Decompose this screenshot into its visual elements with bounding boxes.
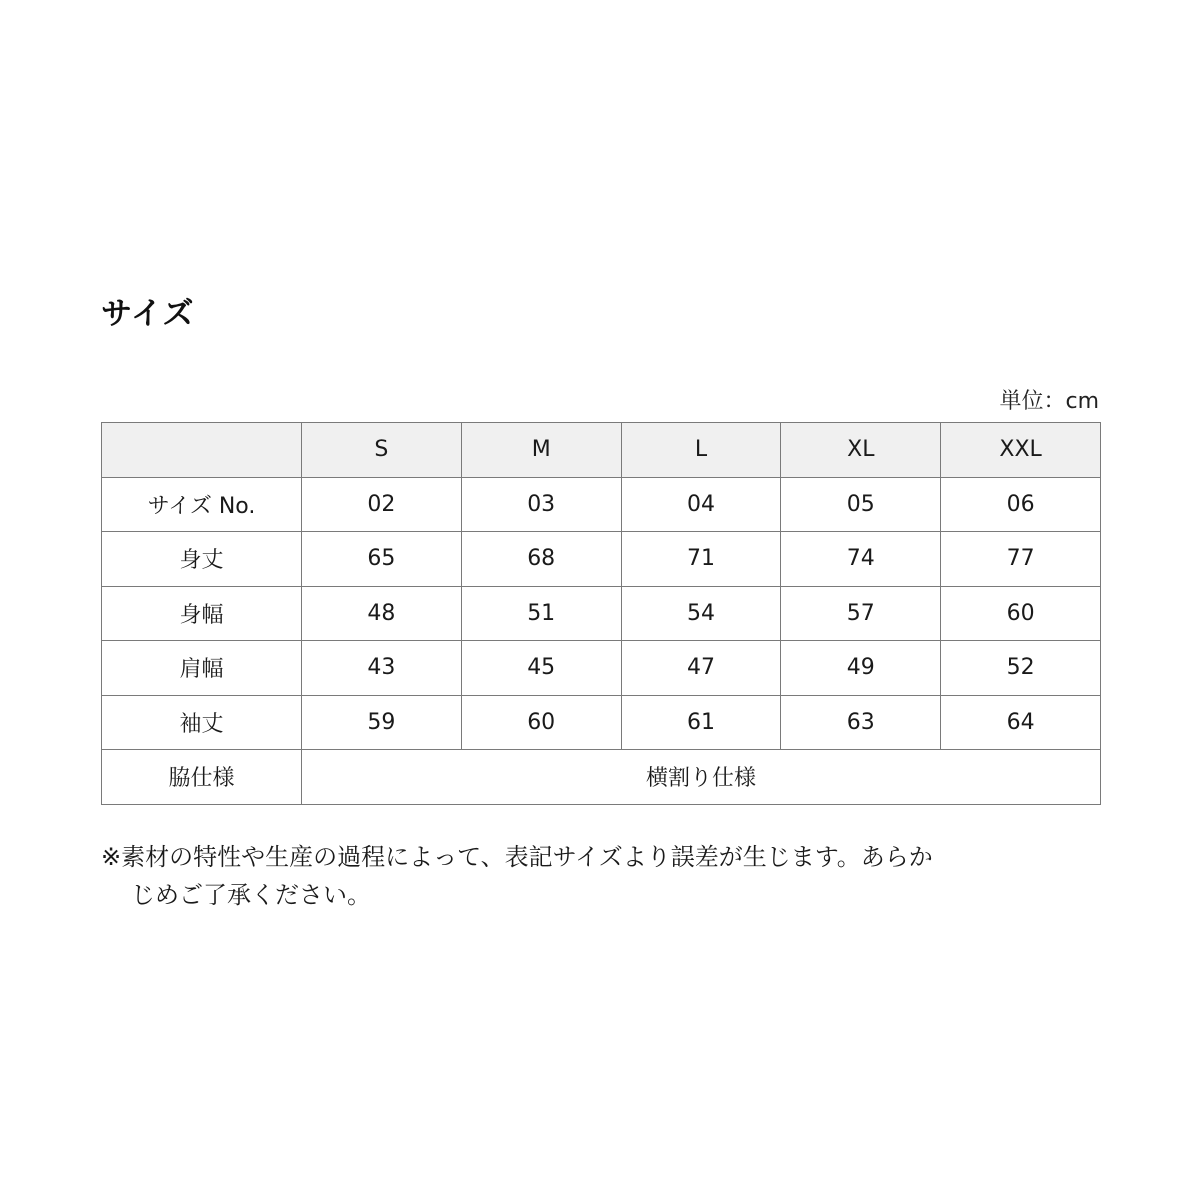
table-cell: 68 bbox=[461, 532, 621, 587]
table-cell: 60 bbox=[461, 695, 621, 750]
table-cell: 77 bbox=[941, 532, 1101, 587]
header-cell-corner bbox=[102, 423, 302, 478]
table-cell: 02 bbox=[302, 477, 462, 532]
table-cell: 05 bbox=[781, 477, 941, 532]
row-label: 身幅 bbox=[102, 586, 302, 641]
table-cell: 74 bbox=[781, 532, 941, 587]
table-row-spec bbox=[102, 750, 1101, 805]
table-row bbox=[102, 641, 1101, 696]
table-cell: 54 bbox=[621, 586, 781, 641]
table-row bbox=[102, 586, 1101, 641]
table-header-row bbox=[102, 423, 1101, 478]
table-cell: 61 bbox=[621, 695, 781, 750]
table-cell: 03 bbox=[461, 477, 621, 532]
unit-label: 単位：cm bbox=[999, 389, 1099, 414]
header-cell-l: L bbox=[621, 423, 781, 478]
table-row bbox=[102, 695, 1101, 750]
table-cell: 65 bbox=[302, 532, 462, 587]
table-cell: 06 bbox=[941, 477, 1101, 532]
table-cell: 52 bbox=[941, 641, 1101, 696]
table-cell: 59 bbox=[302, 695, 462, 750]
table-cell: 57 bbox=[781, 586, 941, 641]
table-cell: 71 bbox=[621, 532, 781, 587]
header-cell-xxl: XXL bbox=[941, 423, 1101, 478]
row-label: 肩幅 bbox=[102, 641, 302, 696]
spec-value-cell: 横割り仕様 bbox=[302, 750, 1101, 805]
note-line-1: ※素材の特性や生産の過程によって、表記サイズより誤差が生じます。あらか bbox=[101, 843, 933, 871]
table-cell: 63 bbox=[781, 695, 941, 750]
table-cell: 49 bbox=[781, 641, 941, 696]
header-cell-xl: XL bbox=[781, 423, 941, 478]
table-row bbox=[102, 532, 1101, 587]
table-cell: 51 bbox=[461, 586, 621, 641]
table-cell: 45 bbox=[461, 641, 621, 696]
row-label: 袖丈 bbox=[102, 695, 302, 750]
table-cell: 04 bbox=[621, 477, 781, 532]
table-cell: 60 bbox=[941, 586, 1101, 641]
table-cell: 48 bbox=[302, 586, 462, 641]
page-title: サイズ bbox=[101, 296, 195, 332]
table-row bbox=[102, 477, 1101, 532]
table-cell: 64 bbox=[941, 695, 1101, 750]
table-cell: 43 bbox=[302, 641, 462, 696]
row-label: 脇仕様 bbox=[102, 750, 302, 805]
row-label: 身丈 bbox=[102, 532, 302, 587]
size-table bbox=[101, 422, 1101, 805]
header-cell-s: S bbox=[302, 423, 462, 478]
table-cell: 47 bbox=[621, 641, 781, 696]
disclaimer-note bbox=[101, 838, 1101, 914]
note-line-2: じめご了承ください。 bbox=[131, 881, 371, 909]
header-cell-m: M bbox=[461, 423, 621, 478]
row-label: サイズ No. bbox=[102, 477, 302, 532]
